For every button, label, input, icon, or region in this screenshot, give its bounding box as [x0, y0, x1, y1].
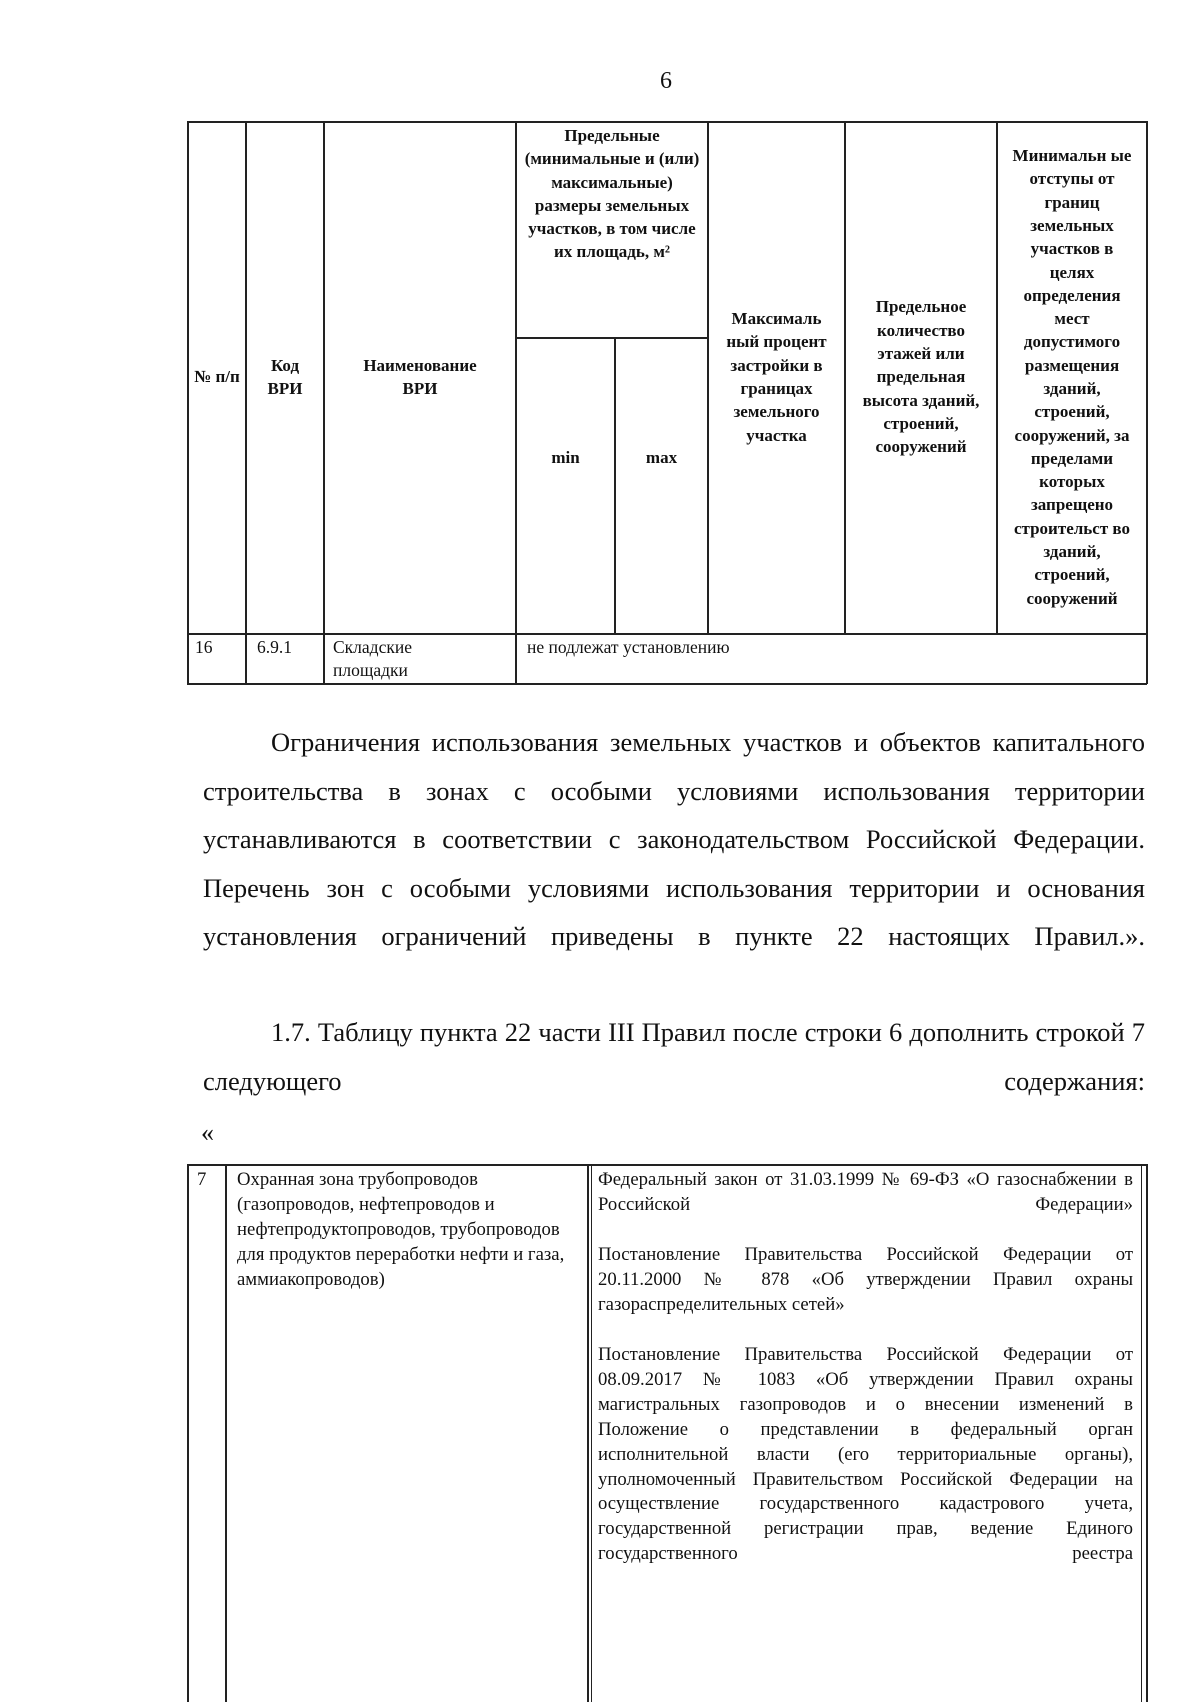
header-setbacks — [998, 121, 1146, 633]
header-sizes — [517, 124, 707, 337]
t2-col-line-2b — [591, 1164, 592, 1702]
header-min — [517, 443, 614, 473]
restrictions-paragraph — [203, 718, 1145, 961]
t2-border-top — [187, 1164, 1148, 1166]
table-border-bottom — [187, 683, 1147, 685]
t2-inner-right — [1141, 1164, 1142, 1702]
header-name-text: Наименование ВРИ — [363, 355, 477, 398]
t2-col-line-2 — [587, 1164, 589, 1702]
header-code — [247, 121, 323, 633]
opening-quote-mark: « — [201, 1118, 214, 1147]
header-bottom-line — [187, 633, 1147, 635]
header-max-percent — [709, 121, 844, 633]
amendment-paragraph — [203, 1008, 1145, 1105]
restrictions-text: Ограничения использования земельных участков и объектов капитального строительства в зонах с особыми условиями использования территории устанавливаются в соответствии с законодательством Российской Федерации. Перечень зон с особыми условиями использования территории и основания установления ограничений приведены в пункте 22 настоящих Правил.». — [203, 727, 1145, 951]
t2-zone-name: Охранная зона трубопроводов (газопроводов, нефтепроводов и нефтепродуктопроводов, трубопроводов для продуктов переработки нефти и газа, аммиакопроводов) — [237, 1169, 565, 1290]
t2-doc-2 — [598, 1243, 1133, 1318]
t2-doc-3-text: Постановление Правительства Российской Федерации от 08.09.2017 № 1083 «Об утверждении Правил охраны магистральных газопроводов и о внесении изменений в Положение о представлении в федеральный орган исполнительной власти (его территориальные органы), уполномоченный Правительством Российской Федерации на осуществление государственного кадастрового учета, государственной регистрации прав, ведение Единого государственного реестра — [598, 1344, 1133, 1565]
zone-parameters-table — [187, 121, 1147, 684]
t2-doc-1 — [598, 1168, 1133, 1218]
header-max-text: max — [645, 448, 678, 468]
col-line-min-max — [614, 337, 616, 633]
protection-zones-table — [187, 1164, 1148, 1702]
header-num-text: № п/п — [194, 367, 240, 387]
header-name — [325, 121, 515, 633]
row-value: не подлежат установлению — [527, 637, 730, 657]
col-line-7 — [1146, 121, 1148, 684]
t2-doc-1-text: Федеральный закон от 31.03.1999 № 69-ФЗ «О газоснабжении в Российской Федерации» — [598, 1169, 1133, 1215]
t2-border-right — [1146, 1164, 1148, 1702]
header-floors-text: Предельное количество этажей или предельная высота зданий, строений, сооружений — [862, 297, 980, 457]
sizes-subheader-line — [515, 337, 707, 339]
header-setbacks-text: Минимальн ые отступы от границ земельных участков в целях определения мест допустимого размещения зданий, строений, сооружений, за пределами которых запрещено строительст во зданий, строений, сооружений — [1012, 146, 1132, 608]
t2-doc-3 — [598, 1343, 1133, 1567]
t2-border-left — [187, 1164, 189, 1702]
row-code: 6.9.1 — [257, 637, 292, 657]
row-num: 16 — [195, 637, 213, 657]
header-sizes-text: Предельные (минимальные и (или) максимальные) размеры земельных участков, в том числе их площадь, м² — [524, 126, 700, 262]
header-max-percent-text: Максималь ный процент застройки в границах земельного участка — [726, 309, 827, 445]
page-number: 6 — [660, 68, 672, 94]
t2-col-line-1 — [225, 1164, 227, 1702]
header-max — [616, 443, 707, 473]
header-min-text: min — [551, 448, 580, 468]
t2-row-num: 7 — [197, 1169, 207, 1190]
header-code-text: Код ВРИ — [267, 355, 303, 398]
header-floors — [846, 121, 996, 633]
header-num — [189, 121, 245, 633]
amendment-text: 1.7. Таблицу пункта 22 части III Правил после строки 6 дополнить строкой 7 следующего содержания: — [203, 1017, 1145, 1096]
t2-doc-2-text: Постановление Правительства Российской Федерации от 20.11.2000 № 878 «Об утверждении Правил охраны газораспределительных сетей» — [598, 1244, 1133, 1315]
row-name: Складские площадки — [333, 637, 412, 680]
